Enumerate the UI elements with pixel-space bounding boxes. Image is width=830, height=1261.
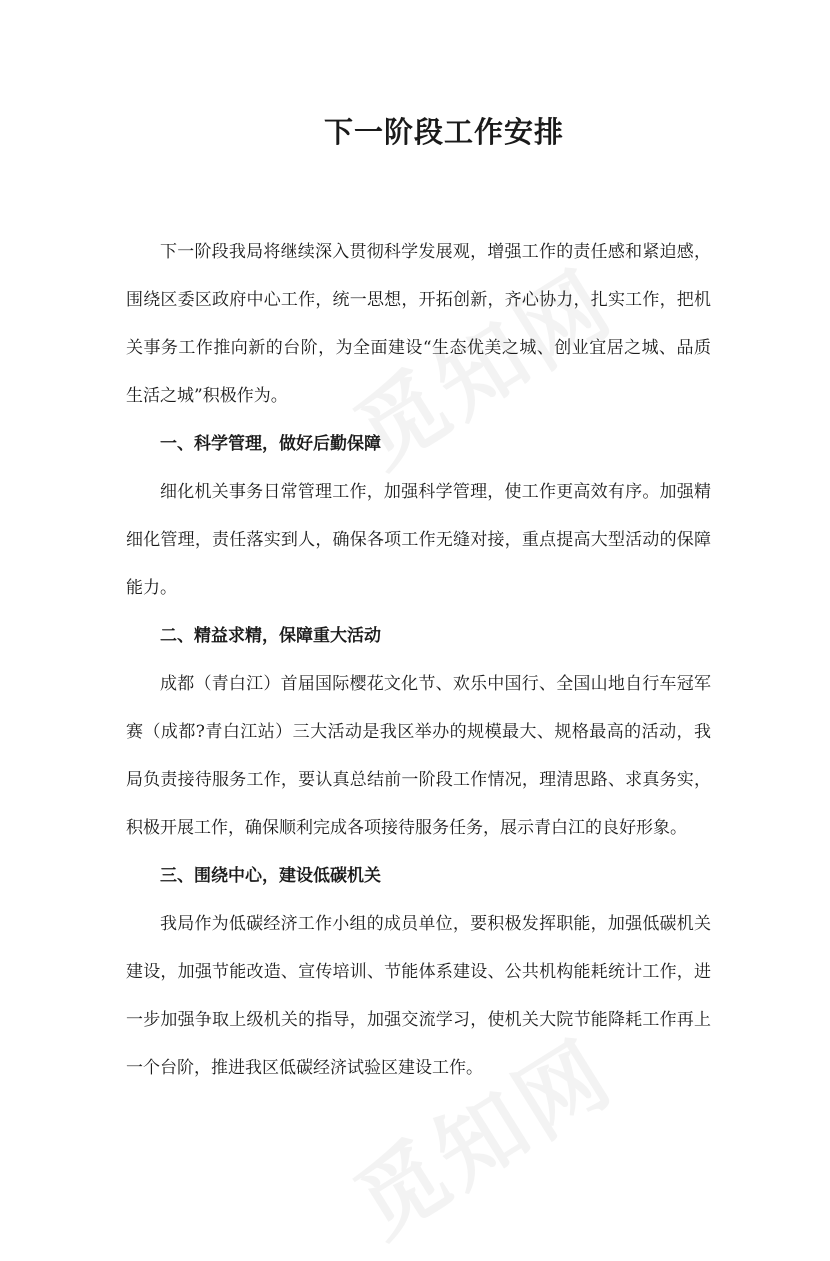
section-heading-2: 二、精益求精，保障重大活动 — [160, 626, 381, 646]
section-body-2: 成都（青白江）首届国际樱花文化节、欢乐中国行、全国山地自行车冠军赛（成都?青白江站）三大活动是我区举办的规模最大、规格最高的活动，我局负责接待服务工作，要认真总结前一阶段工作情况，理清思路、求真务实，积极开展工作，确保顺利完成各项接待服务任务，展示青白江的良好形象。 — [126, 674, 711, 838]
section-body-1: 细化机关事务日常管理工作，加强科学管理，使工作更高效有序。加强精细化管理，责任落实到人，确保各项工作无缝对接，重点提高大型活动的保障能力。 — [126, 482, 711, 598]
section-heading-3: 三、围绕中心，建设低碳机关 — [160, 866, 381, 886]
document-body — [126, 228, 711, 1092]
section-heading-1: 一、科学管理，做好后勤保障 — [160, 434, 381, 454]
section-body-3: 我局作为低碳经济工作小组的成员单位，要积极发挥职能，加强低碳机关建设，加强节能改造、宣传培训、节能体系建设、公共机构能耗统计工作，进一步加强争取上级机关的指导，加强交流学习，使机关大院节能降耗工作再上一个台阶，推进我区低碳经济试验区建设工作。 — [126, 914, 711, 1078]
intro-paragraph: 下一阶段我局将继续深入贯彻科学发展观，增强工作的责任感和紧迫感，围绕区委区政府中心工作，统一思想，开拓创新，齐心协力，扎实工作，把机关事务工作推向新的台阶，为全面建设“生态优美之城、创业宜居之城、品质生活之城”积极作为。 — [126, 242, 711, 406]
page-title: 下一阶段工作安排 — [323, 115, 564, 149]
